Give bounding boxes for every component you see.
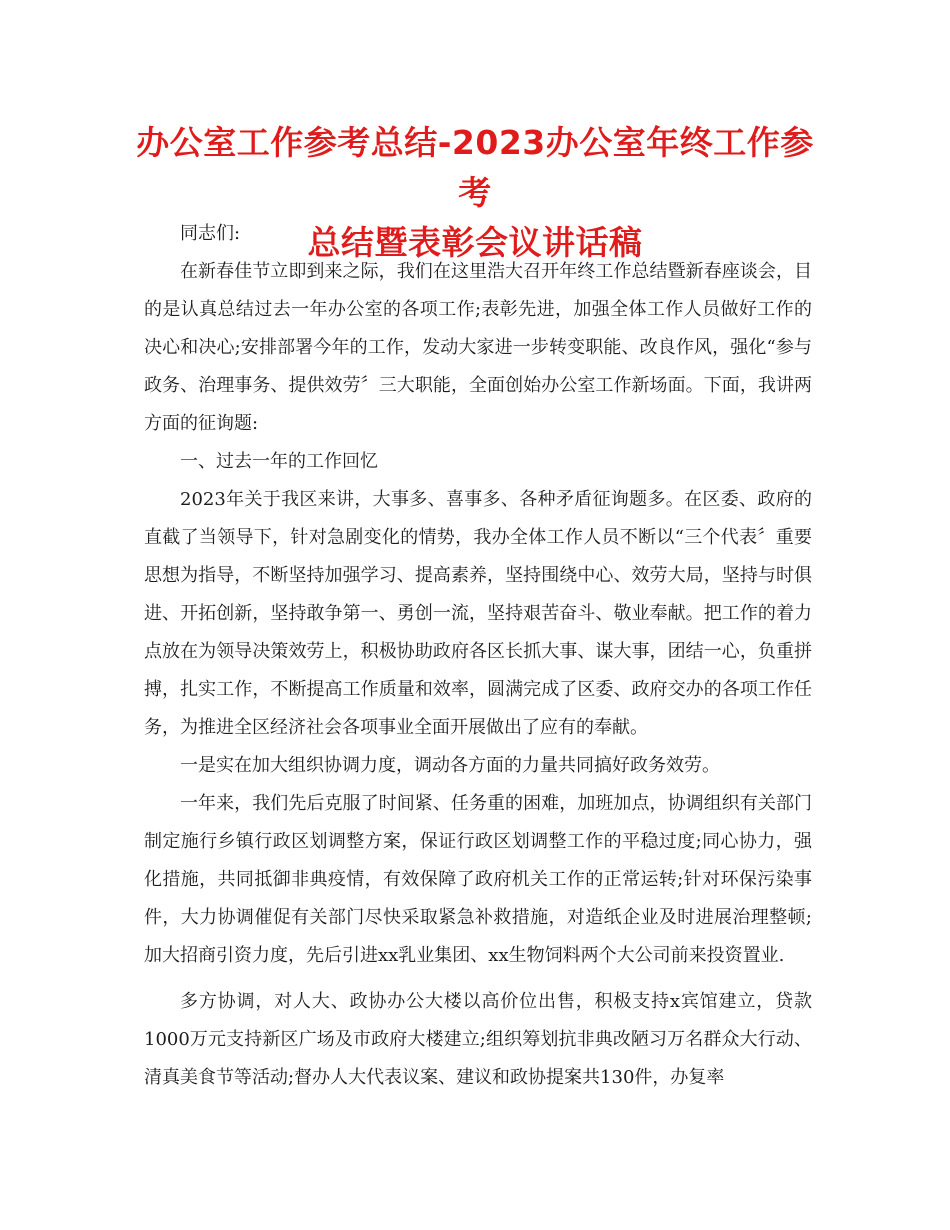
paragraph-intro: 在新春佳节立即到来之际，我们在这里浩大召开年终工作总结暨新春座谈会，目的是认真总结过去一年办公室的各项工作;表彰先进，加强全体工作人员做好工作的决心和决心;安排部署今年的工作，发动大家进一步转变职能、改良作风，强化“参与政务、治理事务、提供效劳〞三大职能，全面创始办公室工作新场面。下面，我讲两方面的征询题: [144,261,812,434]
section-heading: 一、过去一年的工作回忆 [180,451,378,472]
title-line-1: 办公室工作参考总结-2023办公室年终工作参考 [136,123,814,212]
salutation: 同志们: [180,223,241,244]
title-line-2: 总结暨表彰会议讲话稿 [307,223,643,262]
paragraph-detail: 一年来，我们先后克服了时间紧、任务重的困难，加班加点，协调组织有关部门制定施行乡镇行政区划调整方案，保证行政区划调整工作的平稳过度;同心协力，强化措施，共同抵御非典疫情，有效保障了政府机关工作的正常运转;针对环保污染事件，大力协调催促有关部门尽快采取紧急补救措施，对造纸企业及时进展治理整顿;加大招商引资力度，先后引进xx乳业集团、xx生物饲料两个大公司前来投资置业. [144,793,812,966]
paragraph-review: 2023年关于我区来讲，大事多、喜事多、各种矛盾征询题多。在区委、政府的直截了当领导下，针对急剧变化的情势，我办全体工作人员不断以“三个代表〞重要思想为指导，不断坚持加强学习、提高素养，坚持围绕中心、效劳大局，坚持与时俱进、开拓创新，坚持敢争第一、勇创一流，坚持艰苦奋斗、敬业奉献。把工作的着力点放在为领导决策效劳上，积极协助政府各区长抓大事、谋大事，团结一心，负重拼搏，扎实工作，不断提高工作质量和效率，圆满完成了区委、政府交办的各项工作任务，为推进全区经济社会各项事业全面开展做出了应有的奉献。 [144,489,812,738]
paragraph-coordination: 多方协调，对人大、政协办公大楼以高价位出售，积极支持x宾馆建立，贷款1000万元支持新区广场及市政府大楼建立;组织筹划抗非典改陋习万名群众大行动、清真美食节等活动;督办人大代表议案、建议和政协提案共130件，办复率 [144,991,812,1088]
document-body [144,215,812,1097]
point-one: 一是实在加大组织协调力度，调动各方面的力量共同搞好政务效劳。 [180,755,720,776]
